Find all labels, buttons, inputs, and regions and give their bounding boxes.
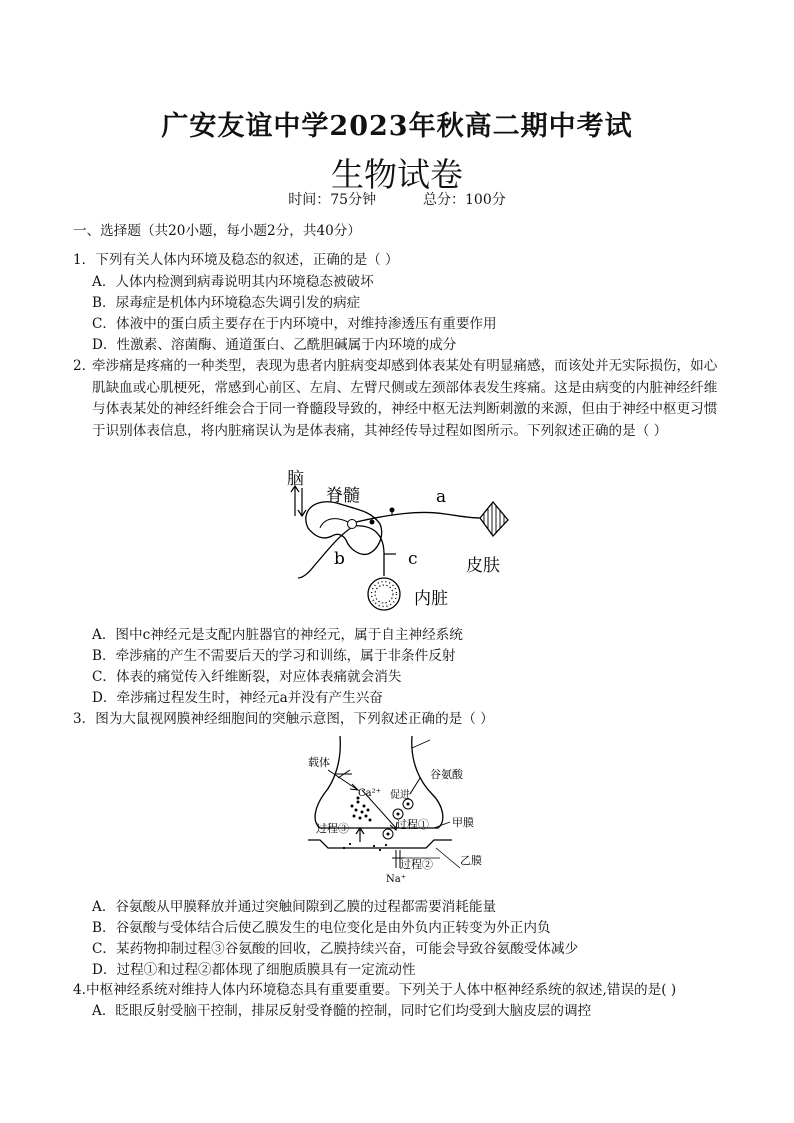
q2-option-b: B．牵涉痛的产生不需要后天的学习和训练，属于非条件反射 xyxy=(92,648,456,664)
q3-option-c: C．某药物抑制过程③谷氨酸的回收，乙膜持续兴奋，可能会导致谷氨酸受体减少 xyxy=(92,941,579,957)
neuron-b xyxy=(298,525,355,578)
q3-stem: 3．图为大鼠视网膜神经细胞间的突触示意图，下列叙述正确的是（ ） xyxy=(73,711,494,727)
q3-option-b: B．谷氨酸与受体结合后使乙膜发生的电位变化是由外负内正转变为外正内负 xyxy=(92,920,551,936)
postsynaptic-membrane xyxy=(308,840,452,848)
q2-option-d: D．牵涉痛过程发生时，神经元a并没有产生兴奋 xyxy=(92,690,383,706)
presynaptic-terminal xyxy=(315,736,443,828)
q2-stem: 牵涉痛是疼痛的一种类型，表现为患者内脏病变却感到体表某处有明显痛感，而该处并无实际损伤，如心肌缺血或心肌梗死，常感到心前区、左肩、左臂尺侧或左颈部体表发生疼痛。这是由病变的内脏神经纤维与体表某处的神经纤维会合于同一脊髓段导致的，神经中枢无法判断刺激的来源，但由于神经中枢更习惯于识别体表信息，将内脏痛误认为是体表痛，其神经传导过程如图所示。下列叙述正确的是（ ） xyxy=(92,358,718,439)
q2-option-a: A．图中c神经元是支配内脏器官的神经元，属于自主神经系统 xyxy=(92,627,463,643)
q1-option-a: A．人体内检测到病毒说明其内环境稳态被破坏 xyxy=(92,274,374,290)
label-viscera: 内脏 xyxy=(414,589,448,609)
viscera-organ xyxy=(368,578,400,610)
label-na: Na⁺ xyxy=(386,874,406,885)
q1-option-c: C．体液中的蛋白质主要存在于内环境中，对维持渗透压有重要作用 xyxy=(92,316,497,332)
exam-meta xyxy=(0,189,794,209)
label-membrane-a: 甲膜 xyxy=(452,816,474,829)
section-heading: 一、选择题（共20小题，每小题2分，共40分） xyxy=(73,223,361,239)
vesicle-cluster xyxy=(351,797,372,822)
label-promote: 促进 xyxy=(390,790,410,801)
q2-option-c: C．体表的痛觉传入纤维断裂，对应体表痛就会消失 xyxy=(92,669,402,685)
label-brain: 脑 xyxy=(287,469,304,489)
q1-stem: 1．下列有关人体内环境及稳态的叙述，正确的是（ ） xyxy=(73,252,399,268)
label-ca: Ca²⁺ xyxy=(358,788,381,799)
label-process2: 过程② xyxy=(400,858,433,871)
q4-option-a: A．眨眼反射受脑干控制，排尿反射受脊髓的控制，同时它们均受到大脑皮层的调控 xyxy=(92,1003,592,1019)
exam-subtitle: 生物试卷 xyxy=(331,155,463,194)
exam-score: 总分：100分 xyxy=(423,192,506,208)
label-a: a xyxy=(436,487,447,507)
label-process1: 过程① xyxy=(396,818,429,831)
label-membrane-b: 乙膜 xyxy=(460,854,482,867)
q1-option-d: D．性激素、溶菌酶、通道蛋白、乙酰胆碱属于内环境的成分 xyxy=(92,337,457,353)
label-glutamate: 谷氨酸 xyxy=(430,768,463,781)
q4-stem: 4.中枢神经系统对维持人体内环境稳态具有重要重要。下列关于人体中枢神经系统的叙述,错误的是( ) xyxy=(73,982,677,998)
label-carrier: 载体 xyxy=(308,756,330,769)
label-c: c xyxy=(408,549,418,569)
q3-option-d: D．过程①和过程②都体现了细胞质膜具有一定流动性 xyxy=(92,962,416,978)
q3-option-a: A．谷氨酸从甲膜释放并通过突触间隙到乙膜的过程都需要消耗能量 xyxy=(92,899,497,915)
q2-number: 2． xyxy=(73,358,96,374)
synapse-figure xyxy=(300,732,510,887)
referred-pain-figure xyxy=(280,466,540,616)
exam-time: 时间：75分钟 xyxy=(288,192,377,208)
exam-title: 广安友谊中学2023年秋高二期中考试 xyxy=(161,111,633,142)
label-skin: 皮肤 xyxy=(466,556,500,576)
label-spinal: 脊髓 xyxy=(326,486,360,506)
neuron-c xyxy=(352,526,384,576)
label-b: b xyxy=(334,549,345,569)
q1-option-b: B．尿毒症是机体内环境稳态失调引发的病症 xyxy=(92,295,361,311)
label-process3: 过程③ xyxy=(316,822,349,835)
